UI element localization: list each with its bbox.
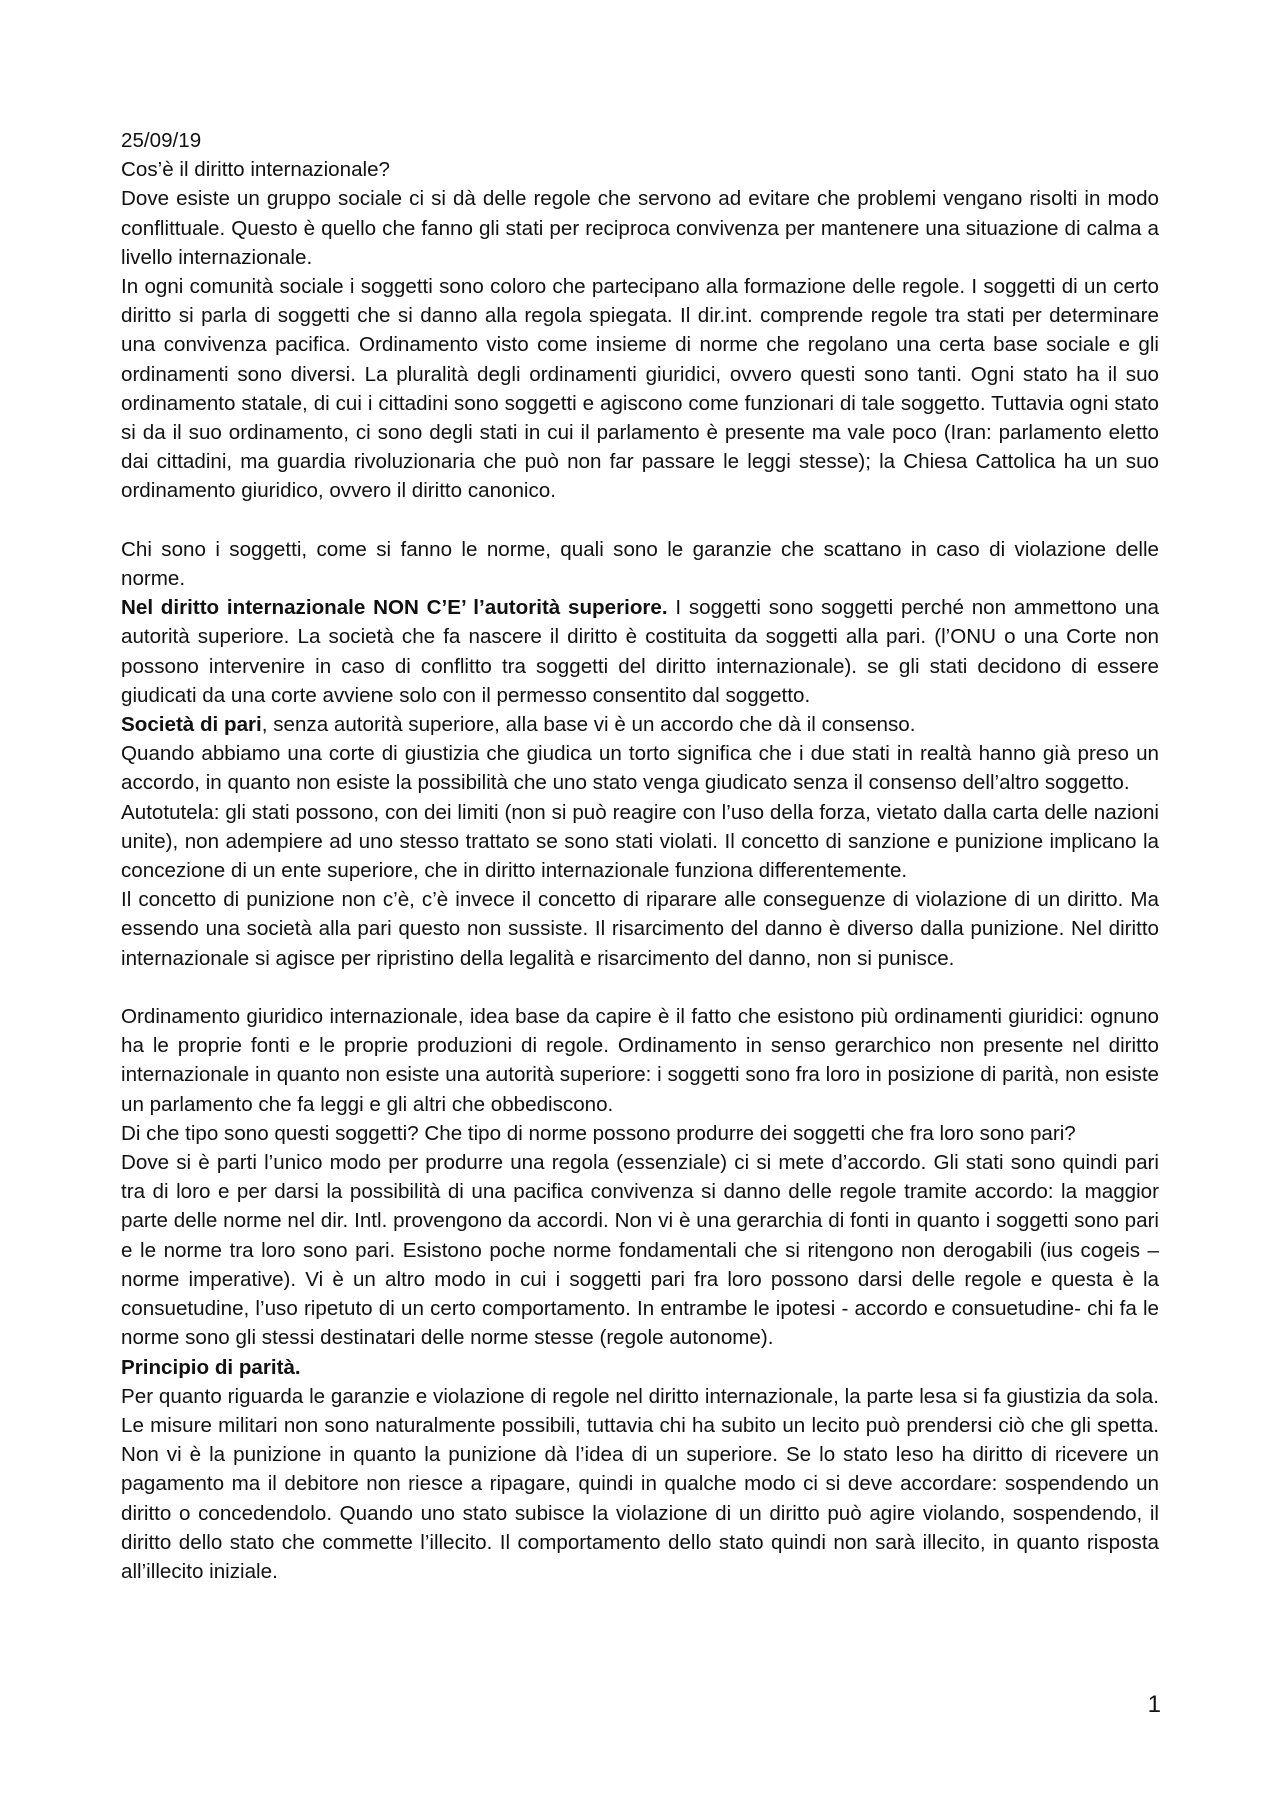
paragraph-subjects: In ogni comunità sociale i soggetti sono coloro che partecipano alla formazione delle regole. I soggetti di un certo diritto si parla di soggetti che si danno alla regola spiegata. Il dir.int. comprende regole tra stati per determinare una convivenza pacifica. Ordinamento visto come insieme di norme che regolano una certa base sociale e gli ordinamenti sono diversi. La pluralità degli ordinamenti giuridici, ovvero questi sono tanti. Ogni stato ha il suo ordinamento statale, di cui i cittadini sono soggetti e agiscono come funzionari di tale soggetto. Tuttavia ogni stato si da il suo ordinamento, ci sono degli stati in cui il parlamento è presente ma vale poco (Iran: parlamento eletto dai cittadini, ma guardia rivoluzionaria che può non far passare le leggi stesse); la Chiesa Cattolica ha un suo ordinamento giuridico, ovvero il diritto canonico. — [121, 275, 1159, 503]
paragraph-agreements: Dove si è parti l’unico modo per produrre una regola (essenziale) ci si mete d’accordo. Gli stati sono quindi pari tra di loro e per darsi la possibilità di una pacifica convivenza si danno delle regole tramite accordo: la maggior parte delle norme nel dir. Intl. provengono da accordi. Non vi è una gerarchia di fonti in quanto i soggetti sono pari e le norme tra loro sono pari. Esistono poche norme fondamentali che si ritengono non derogabili (ius cogeis – norme imperative). Vi è un altro modo in cui i soggetti pari fra loro possono darsi delle regole e questa è la consuetudine, l’uso ripetuto di un certo comportamento. In entrambe le ipotesi - accordo e consuetudine- chi fa le norme sono gli stessi destinatari delle norme stesse (regole autonome). — [121, 1151, 1159, 1350]
paragraph-self-protection: Autotutela: gli stati possono, con dei limiti (non si può reagire con l’uso della forza, vietato dalla carta delle nazioni unite), non adempiere ad uno stesso trattato se sono stati violati. Il concetto di sanzione e punizione implicano la concezione di un ente superiore, che in diritto internazionale funziona differentemente. — [121, 800, 1159, 883]
paragraph-punishment: Il concetto di punizione non c’è, c’è invece il concetto di riparare alle conseguenze di violazione di un diritto. Ma essendo una società alla pari questo non sussiste. Il risarcimento del danno è diverso dalla punizione. Nel diritto internazionale si agisce per ripristino della legalità e risarcimento del danno, non si punisce. — [121, 888, 1159, 970]
paragraph-society-of-peers — [121, 710, 1159, 739]
paragraph-parity-principle — [121, 1353, 1159, 1382]
paragraph-type-question: Di che tipo sono questi soggetti? Che tipo di norme possono produrre dei soggetti che fra loro sono pari? — [121, 1121, 1076, 1145]
page-number: 1 — [1147, 1691, 1161, 1718]
section-title: Cos’è il diritto internazionale? — [121, 158, 391, 182]
bold-parity-principle: Principio di parità. — [121, 1355, 301, 1379]
paragraph-gap — [121, 973, 1159, 1002]
date-line: 25/09/19 — [121, 129, 202, 152]
text-no-authority: I soggetti sono soggetti perché non ammettono una autorità superiore. La società che fa nascere il diritto è costituita da soggetti alla pari. (l’ONU o una Corte non possono intervenire in caso di conflitto tra soggetti del diritto internazionale). se gli stati decidono di essere giudicati da una corte avviene solo con il permesso consentito dal soggetto. — [121, 596, 1159, 707]
text-society-of-peers: , senza autorità superiore, alla base vi è un accordo che dà il consenso. — [261, 713, 916, 737]
paragraph-legal-order: Ordinamento giuridico internazionale, idea base da capire è il fatto che esistono più ordinamenti giuridici: ognuno ha le proprie fonti e le proprie produzioni di regole. Ordinamento in senso gerarchico non presente nel diritto internazionale in quanto non esiste una autorità superiore: i soggetti sono fra loro in posizione di parità, non esiste un parlamento che fa leggi e gli altri che obbediscono. — [121, 1005, 1159, 1116]
paragraph-questions: Chi sono i soggetti, come si fanno le norme, quali sono le garanzie che scattano in caso di violazione delle norme. — [121, 537, 1159, 591]
paragraph-court: Quando abbiamo una corte di giustizia che giudica un torto significa che i due stati in realtà hanno già preso un accordo, in quanto non esiste la possibilità che uno stato venga giudicato senza il consenso dell’altro soggetto. — [121, 742, 1159, 795]
document-body — [121, 126, 1159, 1586]
paragraph-gap — [121, 506, 1159, 535]
bold-society-of-peers: Società di pari — [121, 713, 262, 737]
paragraph-intro: Dove esiste un gruppo sociale ci si dà delle regole che servono ad evitare che problemi vengano risolti in modo conflittuale. Questo è quello che fanno gli stati per reciproca convivenza per mantenere una situazione di calma a livello internazionale. — [121, 187, 1159, 269]
paragraph-guarantees: Per quanto riguarda le garanzie e violazione di regole nel diritto internazionale, la parte lesa si fa giustizia da sola. Le misure militari non sono naturalmente possibili, tuttavia chi ha subito un lecito può prendersi ciò che gli spetta. Non vi è la punizione in quanto la punizione dà l’idea di un superiore. Se lo stato leso ha diritto di ricevere un pagamento ma il debitore non riesce a ripagare, quindi in qualche modo ci si deve accordare: sospendendo un diritto o concedendolo. Quando uno stato subisce la violazione di un diritto può agire violando, sospendendo, il diritto dello stato che commette l’illecito. Il comportamento dello stato quindi non sarà illecito, in quanto risposta all’illecito iniziale. — [121, 1384, 1159, 1583]
paragraph-no-authority — [121, 593, 1159, 710]
bold-no-authority: Nel diritto internazionale NON C’E’ l’autorità superiore. — [121, 596, 668, 620]
